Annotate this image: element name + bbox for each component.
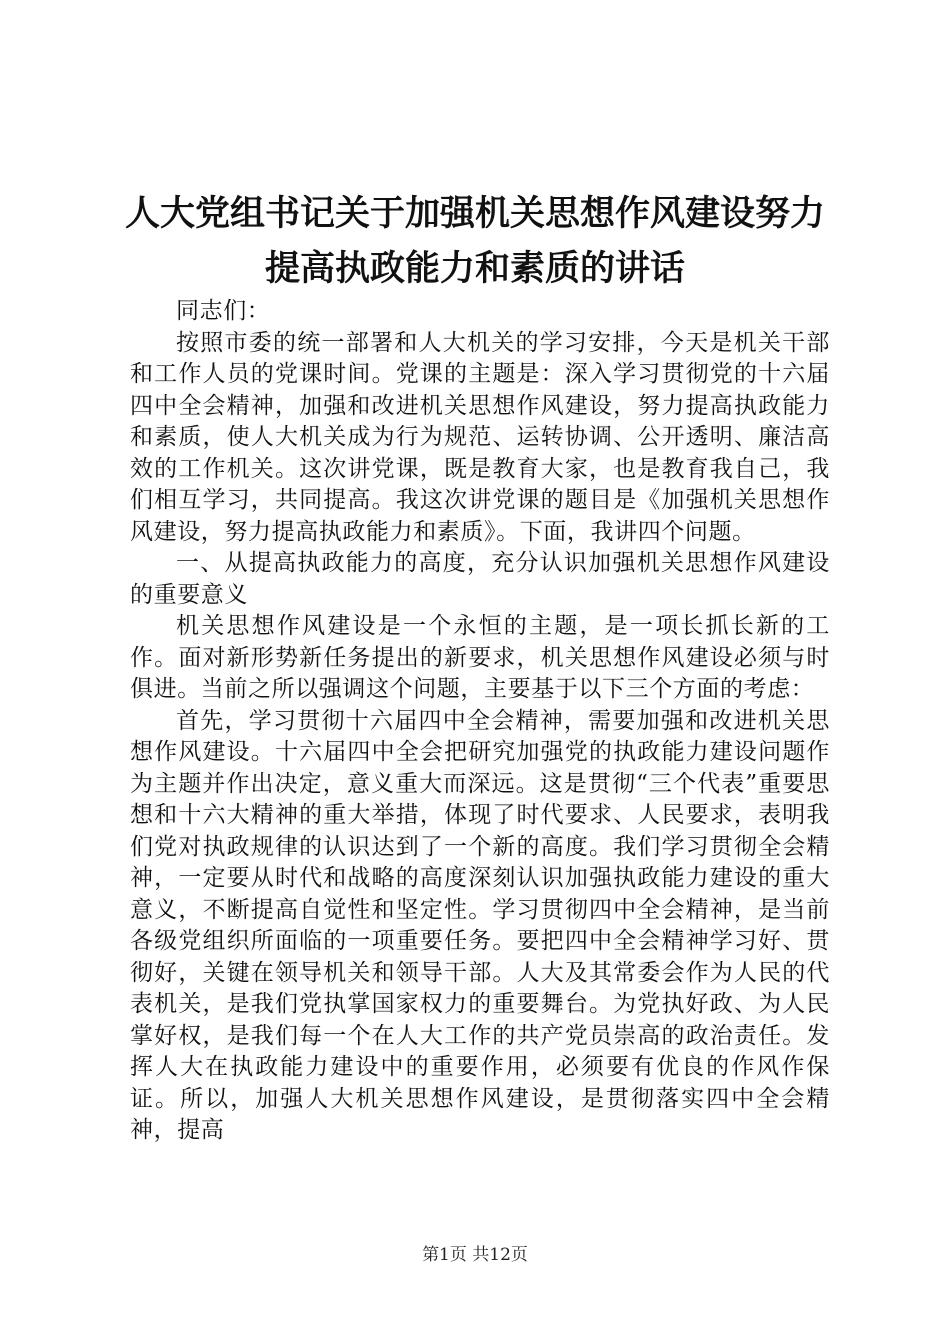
title-line-1: 人大党组书记关于加强机关思想作风建设努力 bbox=[124, 193, 825, 234]
page-number-label: 第1页 共12页 bbox=[422, 1245, 528, 1265]
section-heading-1: 一、从提高执政能力的高度，充分认识加强机关思想作风建设的重要意义 bbox=[130, 550, 830, 608]
salutation: 同志们： bbox=[176, 298, 271, 324]
document-title bbox=[110, 186, 840, 296]
paragraph-first-point: 首先，学习贯彻十六届四中全会精神，需要加强和改进机关思想作风建设。十六届四中全会把研究加强党的执政能力建设问题作为主题并作出决定，意义重大而深远。这是贯彻“三个代表”重要思想和十六大精神的重大举措，体现了时代要求、人民要求，表明我们党对执政规律的认识达到了一个新的高度。我们学习贯彻全会精神，一定要从时代和战略的高度深刻认识加强执政能力建设的重大意义，不断提高自觉性和坚定性。学习贯彻四中全会精神，是当前各级党组织所面临的一项重要任务。要把四中全会精神学习好、贯彻好，关键在领导机关和领导干部。人大及其常委会作为人民的代表机关，是我们党执掌国家权力的重要舞台。为党执好政、为人民掌好权，是我们每一个在人大工作的共产党员崇高的政治责任。发挥人大在执政能力建设中的重要作用，必须要有优良的作风作保证。所以，加强人大机关思想作风建设，是贯彻落实四中全会精神，提高 bbox=[130, 707, 830, 1143]
paragraph-section-1: 机关思想作风建设是一个永恒的主题，是一项长抓长新的工作。面对新形势新任务提出的新要求，机关思想作风建设必须与时俱进。当前之所以强调这个问题，主要基于以下三个方面的考虑： bbox=[130, 613, 830, 702]
title-line-2: 提高执政能力和素质的讲话 bbox=[264, 248, 685, 289]
paragraph-intro: 按照市委的统一部署和人大机关的学习安排，今天是机关干部和工作人员的党课时间。党课的主题是：深入学习贯彻党的十六届四中全会精神，加强和改进机关思想作风建设，努力提高执政能力和素质，使人大机关成为行为规范、运转协调、公开透明、廉洁高效的工作机关。这次讲党课，既是教育大家，也是教育我自己，我们相互学习，共同提高。我这次讲党课的题目是《加强机关思想作风建设，努力提高执政能力和素质》。下面，我讲四个问题。 bbox=[130, 329, 830, 545]
document-body bbox=[130, 296, 830, 1147]
page-footer bbox=[0, 1244, 950, 1266]
